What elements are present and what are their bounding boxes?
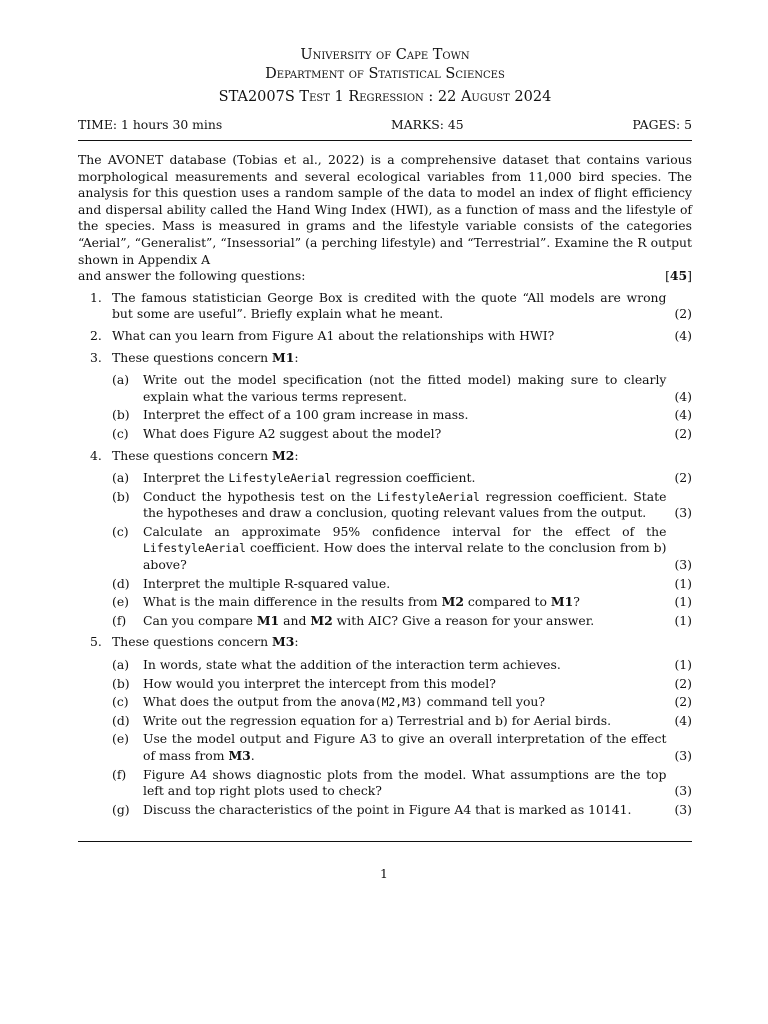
page-count: PAGES: 5 [632,117,692,132]
subquestion-4b [112,489,692,522]
subquestion-letter: (b) [112,488,130,504]
question-text: The famous statistician George Box is credited with the quote “All models are wrong but some are useful”. Briefly explain what he meant. [112,289,667,322]
subquestion-marks: (1) [674,575,692,591]
subquestion-text: Interpret the multiple R-squared value. [143,575,391,591]
question-lead: These questions concern M2: [112,447,299,463]
subquestion-marks: (2) [674,470,692,486]
question-number: 4. [90,447,102,463]
question-number: 1. [90,289,102,305]
subquestion-marks: (2) [674,675,692,691]
question-3 [78,350,692,443]
subquestion-marks: (4) [674,407,692,423]
subquestion-marks: (1) [674,594,692,610]
subquestion-5f [112,767,692,800]
subquestion-text: Can you compare M1 and M2 with AIC? Give a reason for your answer. [143,612,595,628]
subquestion-letter: (d) [112,712,130,728]
question-4 [78,448,692,630]
test-title: STA2007S Test 1 Regression : 22 August 2024 [218,89,552,105]
subquestion-marks: (2) [674,694,692,710]
intro-total-marks: [45] [665,268,692,284]
subquestion-marks: (4) [674,712,692,728]
subquestion-5b [112,676,692,693]
subquestion-letter: (a) [112,372,130,388]
code-term: LifestyleAerial [377,489,480,504]
question-text: What can you learn from Figure A1 about the relationships with HWI? [112,327,555,343]
question-list [78,290,692,819]
subquestion-4a [112,470,692,487]
question-number: 3. [90,349,102,365]
question-number: 5. [90,634,102,650]
subquestion-text: Write out the regression equation for a) Terrestrial and b) for Aerial birds. [143,712,612,728]
subquestion-5d [112,713,692,730]
subquestion-5c [112,694,692,711]
subquestion-letter: (f) [112,766,127,782]
subquestion-marks: (3) [674,557,692,573]
subquestion-marks: (3) [674,505,692,521]
code-term: LifestyleAerial [143,541,246,556]
code-term: LifestyleAerial [228,471,332,486]
exam-page [78,46,692,818]
question-lead: These questions concern M3: [112,634,299,650]
question-marks: (4) [674,327,692,343]
subquestion-3a [112,372,692,405]
code-term: anova(M2,M3) [340,695,423,710]
subquestion-letter: (c) [112,425,129,441]
subquestion-text: How would you interpret the intercept from this model? [143,675,496,691]
exam-header [78,46,692,107]
total-marks: MARKS: 45 [391,117,464,132]
subquestion-text: Discuss the characteristics of the point in Figure A4 that is marked as 10141. [143,801,632,817]
time-allowed: TIME: 1 hours 30 mins [78,117,223,132]
subquestion-letter: (a) [112,657,130,673]
subquestion-text: Write out the model specification (not the fitted model) making sure to clearly explain what the various terms represent. [143,372,667,404]
subquestion-4d [112,576,692,593]
subquestion-list [112,372,692,442]
intro-last-line: and answer the following questions: [78,268,306,284]
subquestion-3b [112,407,692,424]
subquestion-text: In words, state what the addition of the interaction term achieves. [143,657,561,673]
subquestion-text: Use the model output and Figure A3 to give an overall interpretation of the effect of mass from M3. [143,731,667,763]
subquestion-list [112,657,692,818]
subquestion-marks: (4) [674,388,692,404]
subquestion-letter: (e) [112,731,130,747]
subquestion-marks: (3) [674,801,692,817]
subquestion-letter: (g) [112,801,130,817]
subquestion-text: Conduct the hypothesis test on the LifestyleAerial regression coefficient. State the hypotheses and draw a conclusion, quoting relevant values from the output. [143,488,667,521]
subquestion-4e [112,594,692,611]
question-lead: These questions concern M1: [112,349,299,365]
subquestion-letter: (d) [112,575,130,591]
subquestion-marks: (1) [674,657,692,673]
subquestion-letter: (b) [112,675,130,691]
subquestion-letter: (b) [112,407,130,423]
intro-text: The AVONET database (Tobias et al., 2022) is a comprehensive dataset that contains various morphological measurements and several ecological variables from 11,000 bird species. The analysis for this question uses a random sample of the data to model an index of flight efficiency and dispersal ability called the Hand Wing Index (HWI), as a function of mass and the lifestyle of the species. Mass is measured in grams and the lifestyle variable consists of the categories “Aerial”, “Generalist”, “Insessorial” (a perching lifestyle) and “Terrestrial”. Examine the R output shown in Appendix A [78,152,692,267]
footer-divider [78,841,692,842]
subquestion-text: Interpret the effect of a 100 gram increase in mass. [143,407,469,423]
page-number: 1 [380,866,388,881]
subquestion-list [112,470,692,629]
subquestion-text: Calculate an approximate 95% confidence interval for the effect of the LifestyleAerial coefficient. How does the interval relate to the conclusion from b) above? [143,523,667,573]
subquestion-3c [112,426,692,443]
department-name: Department of Statistical Sciences [265,66,505,82]
question-2 [78,328,692,345]
subquestion-text: What is the main difference in the results from M2 compared to M1? [143,594,580,610]
question-5 [78,634,692,818]
subquestion-marks: (3) [674,783,692,799]
header-divider [78,140,692,141]
subquestion-marks: (3) [674,748,692,763]
subquestion-letter: (a) [112,470,130,486]
university-name: University of Cape Town [300,47,470,63]
subquestion-letter: (f) [112,612,127,628]
question-1 [78,290,692,323]
subquestion-4f [112,613,692,630]
subquestion-5a [112,657,692,674]
subquestion-text: What does Figure A2 suggest about the model? [143,425,442,441]
subquestion-text: Interpret the LifestyleAerial regression coefficient. [143,470,476,486]
question-number: 2. [90,327,102,343]
subquestion-marks: (2) [674,425,692,441]
question-marks: (2) [674,306,692,322]
subquestion-5g [112,802,692,819]
subquestion-text: Figure A4 shows diagnostic plots from the model. What assumptions are the top left and top right plots used to check? [143,766,667,799]
subquestion-letter: (e) [112,594,130,610]
subquestion-5e [112,731,692,764]
subquestion-marks: (1) [674,612,692,628]
exam-meta [78,117,692,133]
subquestion-text: What does the output from the anova(M2,M3) command tell you? [143,694,546,710]
subquestion-4c [112,524,692,574]
subquestion-letter: (c) [112,523,129,539]
subquestion-letter: (c) [112,694,129,710]
intro-paragraph [78,152,692,285]
